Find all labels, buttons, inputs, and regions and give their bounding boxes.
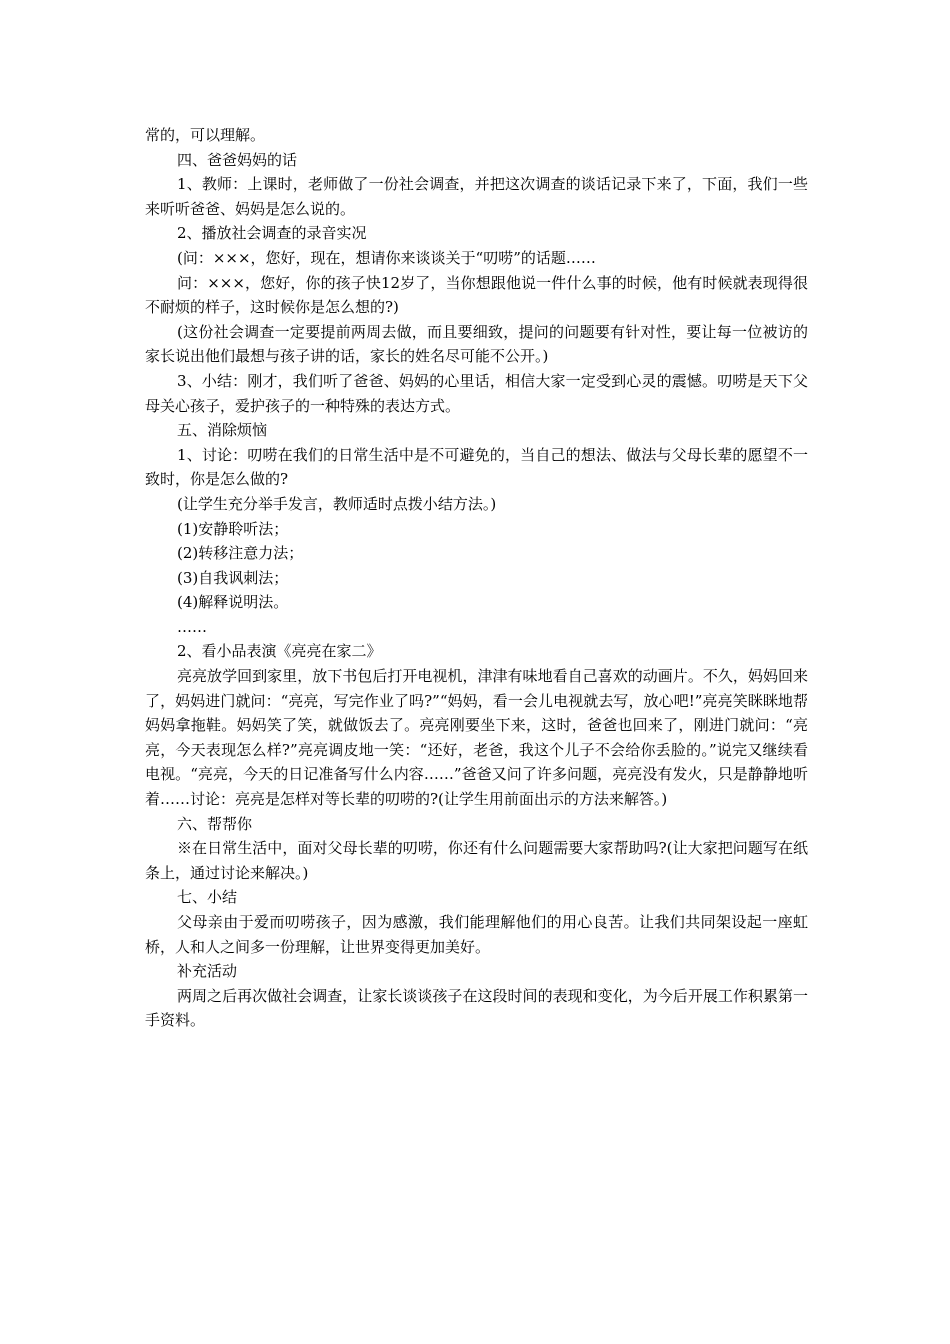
paragraph: 1、教师：上课时，老师做了一份社会调查，并把这次调查的谈话记录下来了，下面，我们一些来听听爸爸、妈妈是怎么说的。: [145, 175, 808, 218]
paragraph-skit: 亮亮放学回到家里，放下书包后打开电视机，津津有味地看自己喜欢的动画片。不久，妈妈回来了，妈妈进门就问：“亮亮，写完作业了吗?”“妈妈，看一会儿电视就去写，放心吧!”亮亮笑眯眯地帮妈妈拿拖鞋。妈妈笑了笑，就做饭去了。亮亮刚要坐下来，这时，爸爸也回来了，刚进门就问：“亮亮，今天表现怎么样?”亮亮调皮地一笑：“还好，老爸，我这个儿子不会给你丢脸的。”说完又继续看电视。“亮亮，今天的日记准备写什么内容……”爸爸又问了许多问题，亮亮没有发火，只是静静地听着……讨论：亮亮是怎样对等长辈的叨唠的?(让学生用前面出示的方法来解答。): [145, 667, 808, 809]
paragraph: 2、看小品表演《亮亮在家二》: [177, 642, 382, 661]
ellipsis: ……: [177, 617, 207, 636]
section-heading-7: 七、小结: [177, 888, 238, 907]
document-body: [145, 123, 808, 1033]
paragraph: 3、小结：刚才，我们听了爸爸、妈妈的心里话，相信大家一定受到心灵的震憾。叨唠是天下父母关心孩子，爱护孩子的一种特殊的表达方式。: [145, 371, 808, 415]
paragraph: (这份社会调查一定要提前两周去做，而且要细致，提问的问题要有针对性，要让每一位被访的家长说出他们最想与孩子讲的话，家长的姓名尽可能不公开。): [145, 322, 808, 366]
paragraph: 2、播放社会调查的录音实况: [177, 224, 367, 243]
paragraph: 两周之后再次做社会调查，让家长谈谈孩子在这段时间的表现和变化，为今后开展工作积累第一手资料。: [145, 986, 808, 1030]
paragraph: 1、讨论：叨唠在我们的日常生活中是不可避免的，当自己的想法、做法与父母长辈的愿望不一致时，你是怎么做的?: [145, 445, 808, 489]
paragraph: (问：×××，您好，现在，想请你来谈谈关于“叨唠”的话题……: [177, 248, 596, 267]
list-item: (2)转移注意力法；: [177, 544, 304, 563]
paragraph-continuation: 常的，可以理解。: [145, 126, 266, 144]
list-item: (3)自我讽刺法；: [177, 568, 289, 587]
section-heading-6: 六、帮帮你: [177, 814, 253, 833]
list-item: (1)安静聆听法；: [177, 519, 289, 538]
paragraph: 问：×××，您好，你的孩子快12岁了，当你想跟他说一件什么事的时候，他有时候就表现得很不耐烦的样子，这时候你是怎么想的?): [145, 273, 808, 317]
paragraph: 父母亲由于爱而叨唠孩子，因为感激，我们能理解他们的用心良苦。让我们共同架设起一座虹桥，人和人之间多一份理解，让世界变得更加美好。: [145, 913, 808, 956]
paragraph: (让学生充分举手发言，教师适时点拨小结方法。): [177, 494, 497, 513]
paragraph: ※在日常生活中，面对父母长辈的叨唠，你还有什么问题需要大家帮助吗?(让大家把问题写在纸条上，通过讨论来解决。): [145, 839, 808, 882]
list-item: (4)解释说明法。: [177, 593, 289, 612]
section-heading-4: 四、爸爸妈妈的话: [177, 150, 298, 169]
section-heading-5: 五、消除烦恼: [177, 421, 268, 440]
section-heading-supplement: 补充活动: [177, 962, 238, 981]
